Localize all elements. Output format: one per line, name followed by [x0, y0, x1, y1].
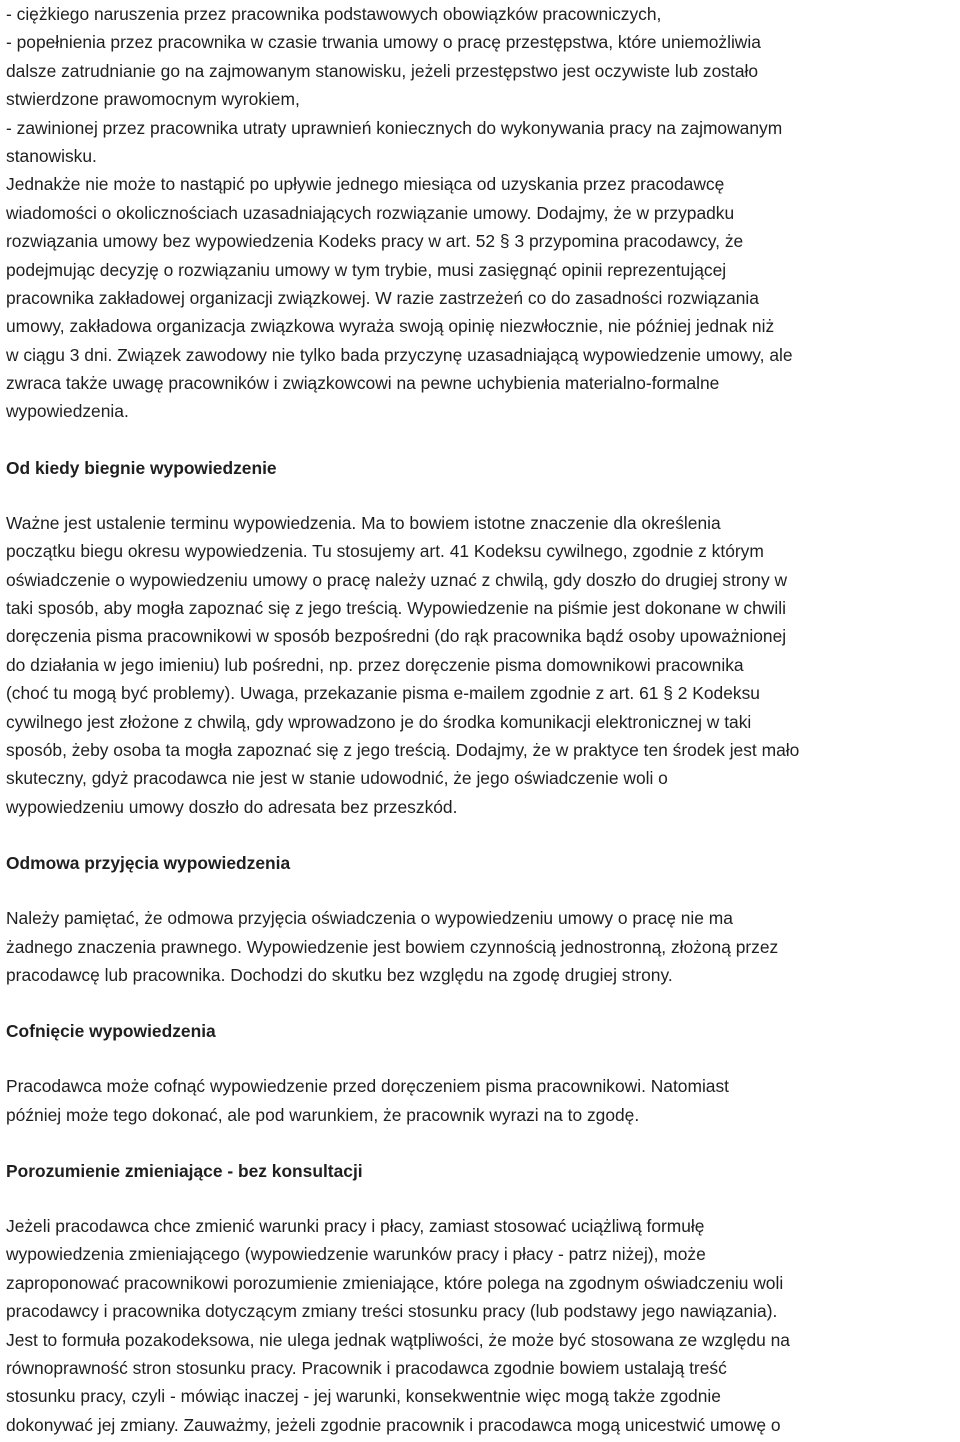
- text-line: do działania w jego imieniu) lub pośredni, np. przez doręczenie pisma domownikowi pracownika: [6, 654, 744, 675]
- text-line: pracownika zakładowej organizacji związkowej. W razie zastrzeżeń co do zasadności rozwiązania: [6, 287, 759, 308]
- section-heading: Cofnięcie wypowiedzenia: [6, 1021, 216, 1042]
- text-line: w ciągu 3 dni. Związek zawodowy nie tylko bada przyczynę uzasadniającą wypowiedzenie umowy, ale: [6, 344, 793, 365]
- section-heading: Odmowa przyjęcia wypowiedzenia: [6, 852, 291, 873]
- text-line: Jest to formuła pozakodeksowa, nie ulega jednak wątpliwości, że może być stosowana ze względu na: [6, 1329, 790, 1350]
- text-line: umowy, zakładowa organizacja związkowa wyraża swoją opinię niezwłocznie, nie później jednak niż: [6, 316, 775, 337]
- text-line: skuteczny, gdyż pracodawca nie jest w stanie udowodnić, że jego oświadczenie woli o: [6, 768, 668, 789]
- text-line: zwraca także uwagę pracowników i związkowcowi na pewne uchybienia materialno-formalne: [6, 373, 720, 394]
- section-paragraph: [6, 1072, 956, 1129]
- text-line: Należy pamiętać, że odmowa przyjęcia oświadczenia o wypowiedzeniu umowy o pracę nie ma: [6, 908, 733, 929]
- text-line: Jednakże nie może to nastąpić po upływie jednego miesiąca od uzyskania przez pracodawcę: [6, 174, 725, 195]
- text-line: Jeżeli pracodawca chce zmienić warunki pracy i płacy, zamiast stosować uciążliwą formułę: [6, 1216, 705, 1237]
- text-line: rozwiązania umowy bez wypowiedzenia Kodeks pracy w art. 52 § 3 przypomina pracodawcy, że: [6, 231, 744, 252]
- text-line: sposób, żeby osoba ta mogła zapoznać się z jego treścią. Dodajmy, że w praktyce ten środek jest mało: [6, 739, 800, 760]
- text-line: taki sposób, aby mogła zapoznać się z jego treścią. Wypowiedzenie na piśmie jest dokonane w chwili: [6, 598, 786, 619]
- text-line: wypowiedzeniu umowy doszło do adresata bez przeszkód.: [6, 796, 458, 817]
- text-line: podejmując decyzję o rozwiązaniu umowy w tym trybie, musi zasięgnąć opinii reprezentującej: [6, 259, 727, 280]
- text-line: doręczenia pisma pracownikowi w sposób bezpośredni (do rąk pracownika bądź osoby upoważnionej: [6, 626, 787, 647]
- text-line: pracodawcę lub pracownika. Dochodzi do skutku bez względu na zgodę drugiej strony.: [6, 964, 673, 985]
- text-line: wypowiedzenia zmieniającego (wypowiedzenie warunków pracy i płacy - patrz niżej), może: [6, 1244, 706, 1265]
- text-line: - ciężkiego naruszenia przez pracownika podstawowych obowiązków pracowniczych,: [6, 4, 662, 24]
- section-heading: Od kiedy biegnie wypowiedzenie: [6, 457, 277, 478]
- text-line: stanowisku.: [6, 145, 97, 166]
- text-line: początku biegu okresu wypowiedzenia. Tu stosujemy art. 41 Kodeksu cywilnego, zgodnie z którym: [6, 541, 764, 562]
- section-heading: Porozumienie zmieniające - bez konsultacji: [6, 1160, 363, 1181]
- text-line: pracodawcy i pracownika dotyczącym zmiany treści stosunku pracy (lub podstawy jego nawiązania).: [6, 1301, 778, 1322]
- text-line: równoprawność stron stosunku pracy. Pracownik i pracodawca zgodnie bowiem ustalają treść: [6, 1358, 727, 1378]
- text-line: wypowiedzenia.: [6, 401, 129, 422]
- section-paragraph: [6, 1212, 956, 1439]
- text-line: oświadczenie o wypowiedzeniu umowy o pracę należy uznać z chwilą, gdy doszło do drugiej strony w: [6, 569, 788, 590]
- intro-paragraph: [6, 0, 956, 426]
- section-paragraph: [6, 904, 956, 989]
- text-line: stwierdzone prawomocnym wyrokiem,: [6, 89, 300, 110]
- text-line: (choć tu mogą być problemy). Uwaga, przekazanie pisma e-mailem zgodnie z art. 61 § 2 Kodeksu: [6, 683, 760, 704]
- text-line: - zawinionej przez pracownika utraty uprawnień koniecznych do wykonywania pracy na zajmowanym: [6, 117, 783, 138]
- text-line: wiadomości o okolicznościach uzasadniających rozwiązanie umowy. Dodajmy, że w przypadku: [6, 202, 735, 223]
- text-line: Pracodawca może cofnąć wypowiedzenie przed doręczeniem pisma pracownikowi. Natomiast: [6, 1076, 730, 1097]
- text-line: dokonywać jej zmiany. Zauważmy, jeżeli zgodnie pracownik i pracodawca mogą unicestwić umowę o: [6, 1414, 781, 1435]
- text-line: zaproponować pracownikowi porozumienie zmieniające, które polega na zgodnym oświadczeniu woli: [6, 1272, 784, 1293]
- text-line: żadnego znaczenia prawnego. Wypowiedzenie jest bowiem czynnością jednostronną, złożoną przez: [6, 936, 779, 957]
- text-line: później może tego dokonać, ale pod warunkiem, że pracownik wyrazi na to zgodę.: [6, 1104, 640, 1125]
- text-line: dalsze zatrudnianie go na zajmowanym stanowisku, jeżeli przestępstwo jest oczywiste lub zostało: [6, 60, 759, 81]
- section-paragraph: [6, 509, 956, 821]
- text-line: - popełnienia przez pracownika w czasie trwania umowy o pracę przestępstwa, które uniemożliwia: [6, 32, 761, 53]
- text-line: Ważne jest ustalenie terminu wypowiedzenia. Ma to bowiem istotne znaczenie dla określenia: [6, 512, 721, 533]
- text-line: cywilnego jest złożone z chwilą, gdy wprowadzono je do środka komunikacji elektronicznej w taki: [6, 711, 752, 732]
- text-line: stosunku pracy, czyli - mówiąc inaczej - jej warunki, konsekwentnie więc mogą także zgodnie: [6, 1386, 721, 1407]
